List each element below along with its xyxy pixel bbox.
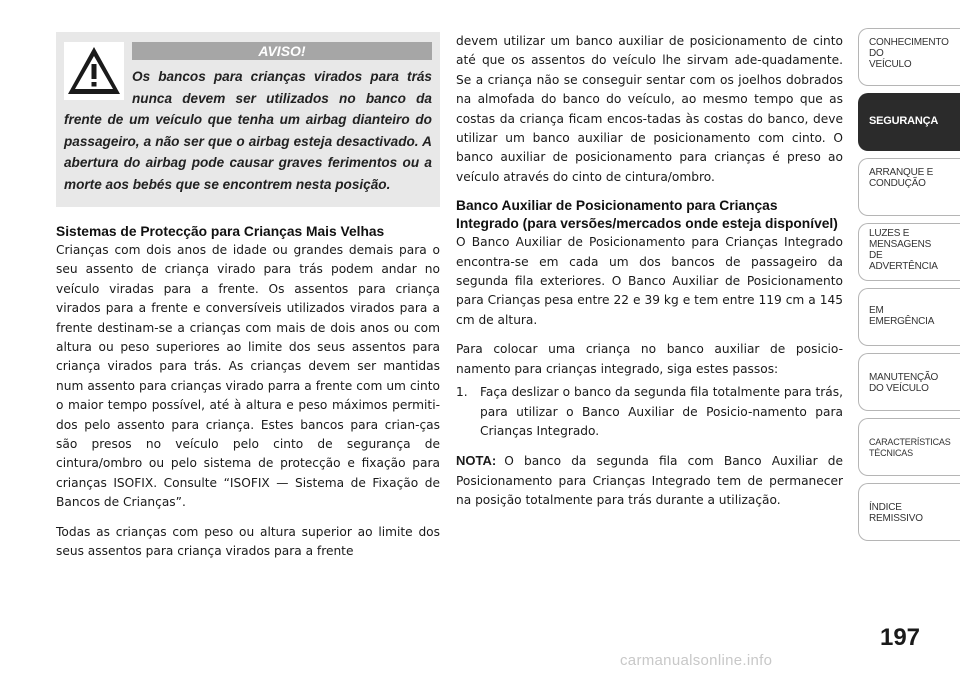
warning-text: Os bancos para crianças virados para trás nunca devem ser utilizados no banco da frente de um veículo que tenha um airbag dianteiro do passageiro, a não ser que o airbag esteja desactivado. A abertura do airbag pode causar graves ferimentos ou a morte aos bebés que se encontrem nesta posição.	[64, 69, 432, 192]
tab-label: CARACTERÍSTICAS	[869, 437, 951, 447]
tab-arranque-e-conducao[interactable]	[858, 158, 960, 216]
section-heading-integrated-booster: Banco Auxiliar de Posicionamento para Crianças Integrado (para versões/mercados onde esteja disponível)	[456, 198, 838, 232]
tab-label: DE	[869, 250, 883, 261]
note-text: O banco da segunda fila com Banco Auxiliar de Posicionamento para Crianças Integrado tem de permanecer na posição totalmente para trás durante a utilização.	[456, 454, 843, 508]
list-item	[456, 383, 843, 441]
page-number: 197	[879, 624, 921, 651]
tab-label: LUZES E	[869, 228, 910, 239]
tab-label: ÍNDICE	[869, 502, 902, 513]
tab-caracteristicas-tecnicas[interactable]	[858, 418, 960, 476]
paragraph: Crianças com dois anos de idade ou grandes demais para o seu assento de criança virado para trás podem andar no veículo viradas para a frente. Os assentos para criança virados para a frente e conversíveis utilizados virados para a frente destinam-se a crianças com mais de dois anos ou com altura ou peso superiores ao limite dos seus assentos para criança virados para trás. As crianças devem ser mantidas num assento para crianças virado parra a frente com um cinto o maior tempo possível, até à altura e peso máximos permiti-dos pelo assento para criança. Estes bancos para crian-ças são presos no veículo pelo cinto de segurança de cintura/ombro ou pelo sistema de protecção e fixação para crianças ISOFIX. Consulte “ISOFIX — Sistema de Fixação de Bancos de Crianças”.	[56, 243, 440, 510]
tab-label: CONDUÇÃO	[869, 178, 926, 189]
tab-conhecimento-do-veiculo[interactable]	[858, 28, 960, 86]
right-column	[456, 32, 843, 511]
tab-label: ADVERTÊNCIA	[869, 261, 938, 272]
tab-manutencao-do-veiculo[interactable]	[858, 353, 960, 411]
warning-header: AVISO!	[132, 42, 432, 60]
tab-label: EM	[869, 305, 884, 316]
paragraph: devem utilizar um banco auxiliar de posicionamento de cinto até que os assentos do veículo lhe sirvam ade-quadamente. Se a criança não se conseguir sentar com os joelhos dobrados na almofada do banco do veículo, ao mesmo tempo que as costas da criança ficam encos-tadas às costas do banco, deve utilizar um banco auxiliar de posicionamento com cinto. O banco auxiliar de posicionamento para crianças é preso ao veículo através do cinto de cintura/ombro.	[456, 34, 843, 184]
tab-label: DO	[869, 48, 884, 59]
watermark: carmanualsonline.info	[620, 652, 773, 669]
tab-indice-remissivo[interactable]	[858, 483, 960, 541]
list-number: 1.	[456, 385, 468, 400]
warning-triangle-icon	[64, 42, 124, 100]
tab-label: VEÍCULO	[869, 59, 912, 70]
warning-box	[56, 32, 440, 207]
tab-label: REMISSIVO	[869, 513, 923, 524]
tab-seguranca[interactable]	[858, 93, 960, 151]
note-paragraph	[456, 451, 843, 510]
tab-luzes-e-mensagens[interactable]	[858, 223, 960, 281]
tab-label: TÉCNICAS	[869, 448, 913, 458]
chapter-tabs	[858, 28, 960, 548]
tab-label: SEGURANÇA	[869, 115, 939, 127]
section-heading-older-children: Sistemas de Protecção para Crianças Mais Velhas	[56, 224, 385, 239]
tab-em-emergencia[interactable]	[858, 288, 960, 346]
tab-label: MANUTENÇÃO	[869, 372, 939, 383]
tab-label: ARRANQUE E	[869, 167, 934, 178]
paragraph: Para colocar uma criança no banco auxiliar de posicio-namento para crianças integrado, siga estes passos:	[456, 342, 843, 376]
note-label: NOTA:	[456, 453, 497, 469]
list-text: Faça deslizar o banco da segunda fila totalmente para trás, para utilizar o Banco Auxiliar de Posicio-namento para Crianças Integrado.	[480, 385, 843, 438]
tab-label: DO VEÍCULO	[869, 383, 929, 394]
paragraph: O Banco Auxiliar de Posicionamento para Crianças Integrado encontra-se em cada um dos bancos de passageiro da segunda fila exteriores. O Banco Auxiliar de Posicionamento para Crianças pesa entre 22 e 39 kg e tem entre 119 cm a 145 cm de altura.	[456, 235, 843, 327]
tab-label: CONHECIMENTO	[869, 37, 949, 48]
tab-label: EMERGÊNCIA	[869, 316, 935, 327]
paragraph: Todas as crianças com peso ou altura superior ao limite dos seus assentos para criança virados para a frente	[56, 524, 440, 559]
left-column	[56, 32, 440, 562]
tab-label: MENSAGENS	[869, 239, 932, 250]
